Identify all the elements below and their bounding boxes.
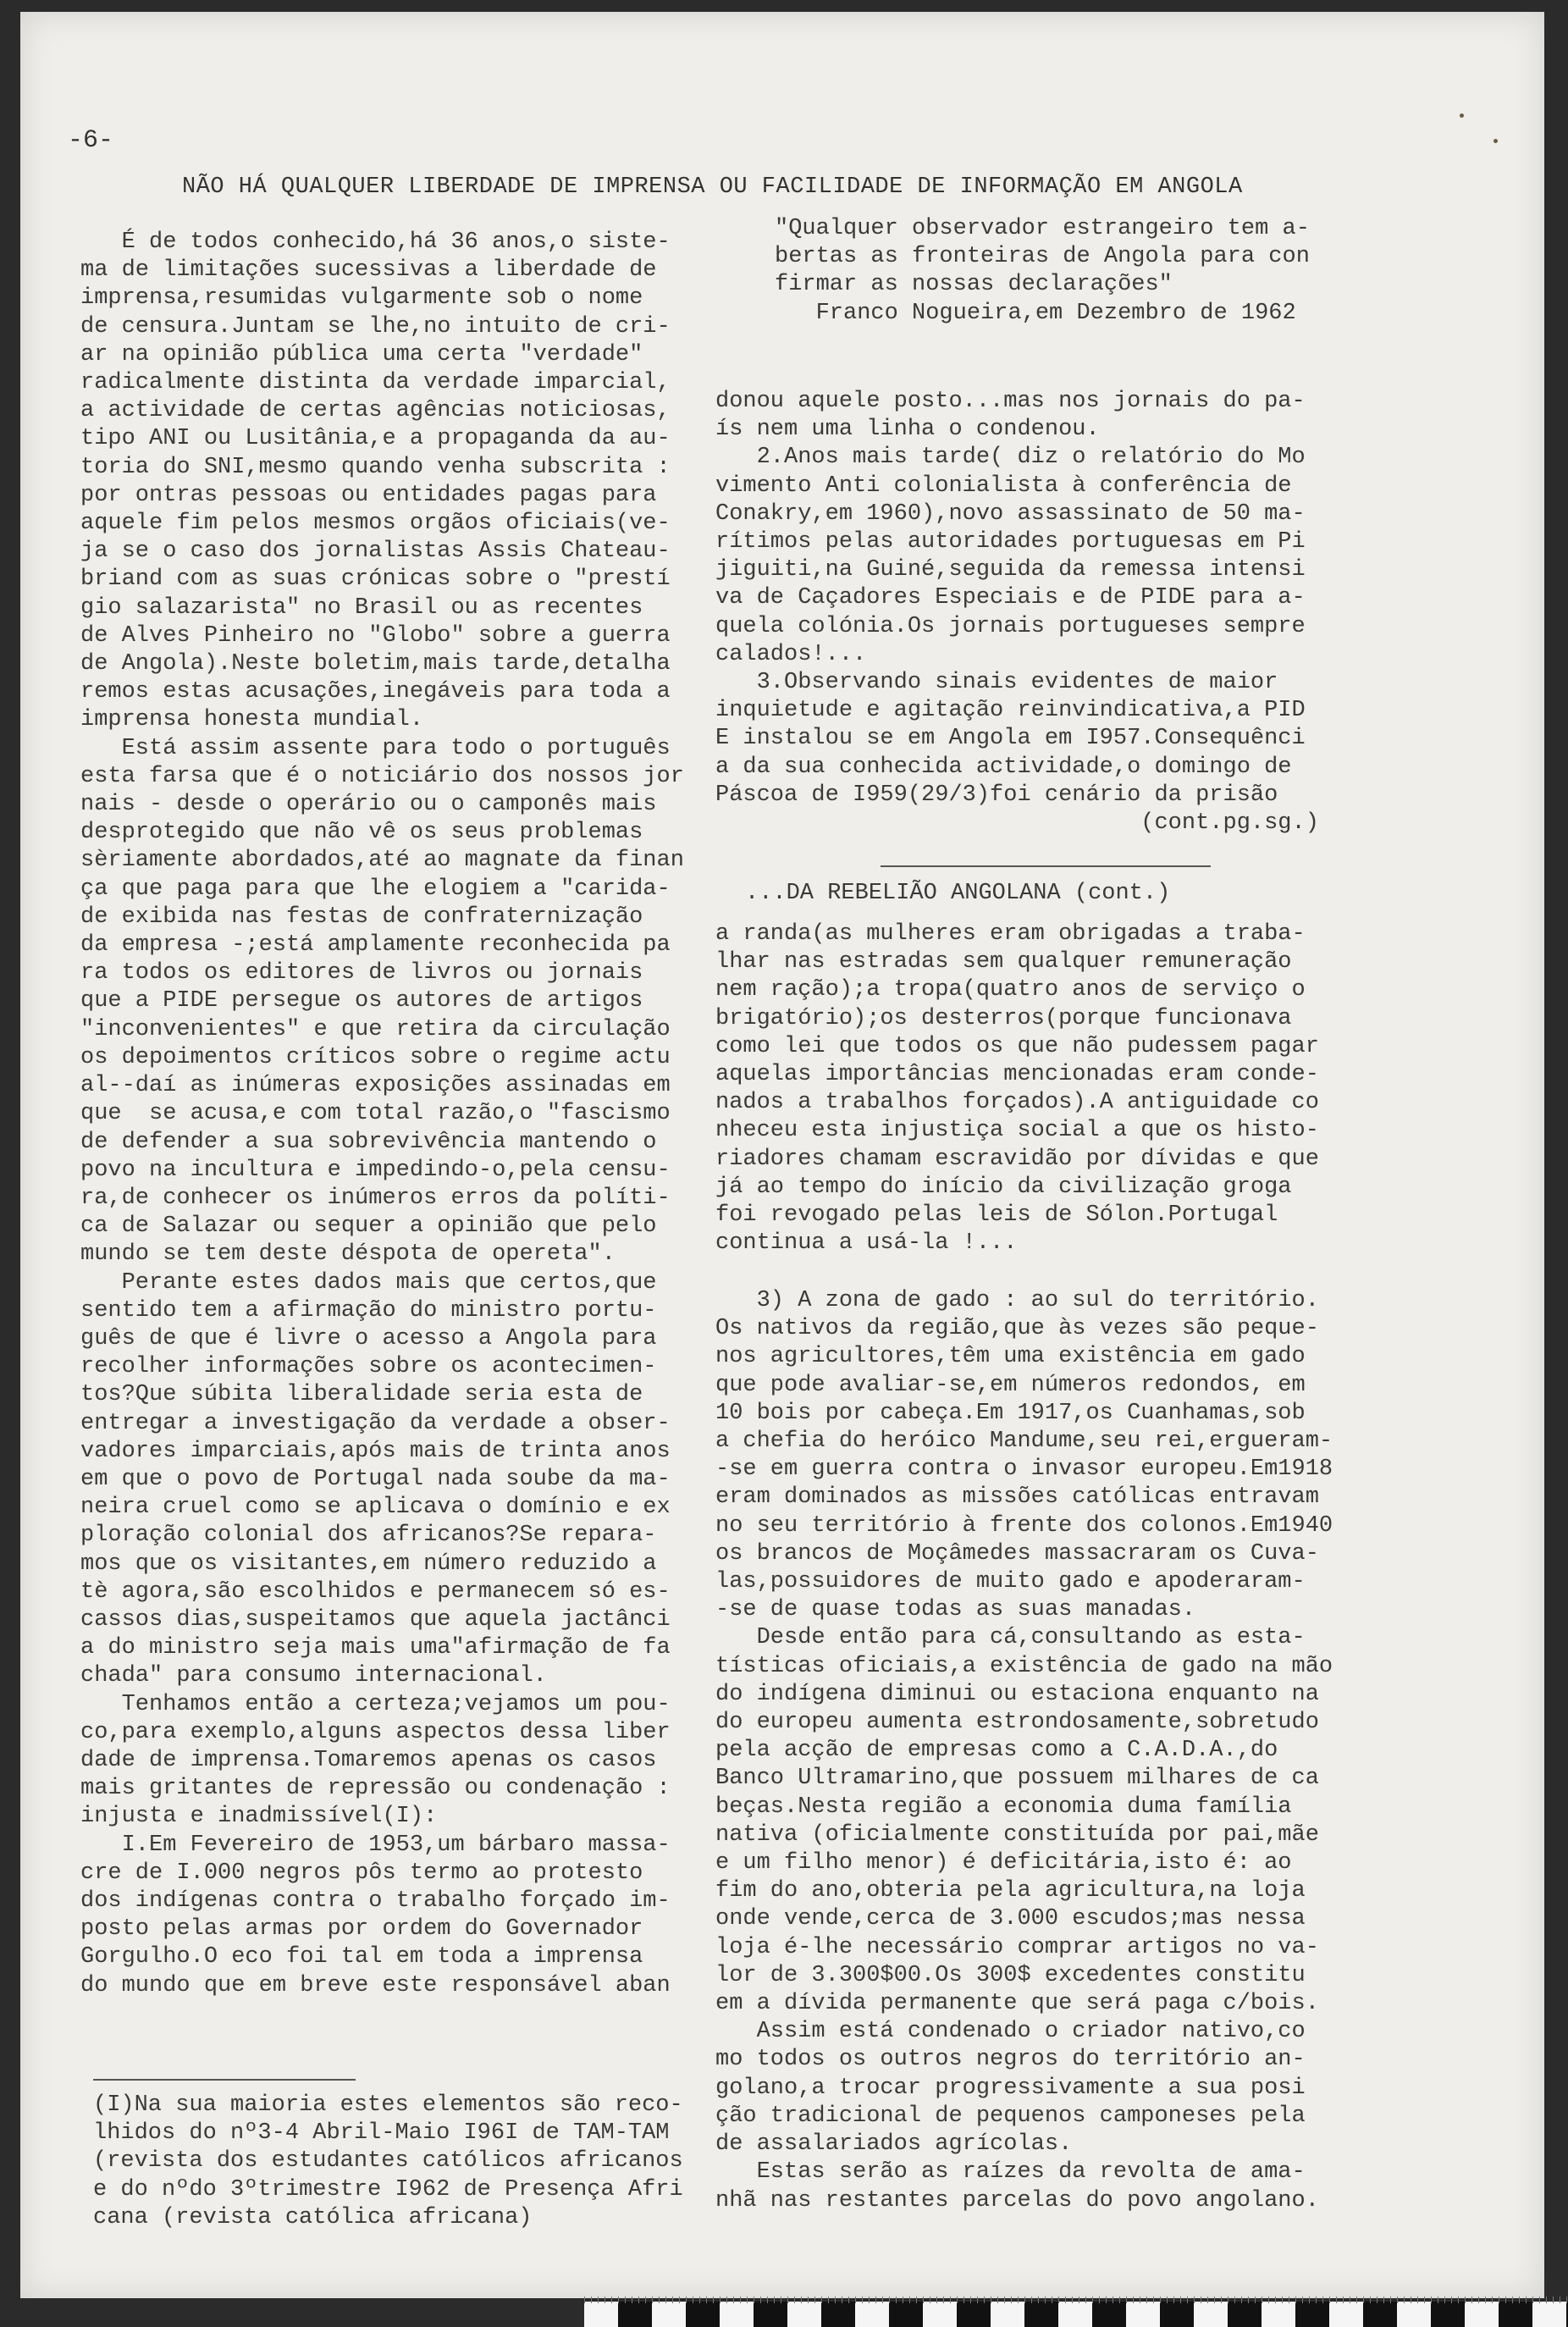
footnote: (I)Na sua maioria estes elementos são reco- lhidos do nº3-4 Abril-Maio I96I de TAM-TAM (revista dos estudantes católicos africanos e do nºdo 3ºtrimestre I962 de Presença Afri cana (revista católica africana) [93,2092,683,2230]
paper-speck [1460,113,1464,118]
section-heading: ...DA REBELIÃO ANGOLANA (cont.) [745,881,1171,906]
scale-ruler [584,2302,1568,2327]
page-number: -6- [68,126,114,155]
right-column-cattle-section: 3) A zona de gado : ao sul do território. Os nativos da região,que às vezes são peque- nos agricultores,têm uma existência em gado que pode avaliar-se,em números redondos, em 10 bois por cabeça.Em 1917,os Cuanhamas,sob a chefia do heróico Mandume,seu rei,ergueram- -se em guerra contra o invasor europeu.Em1918 eram dominados as missões católicas entravam no seu território à frente dos colonos.Em1940 os brancos de Moçâmedes massacraram os Cuva- las,possuidores de muito gado e apoderaram- -se de quase todas as suas manadas. Desde então para cá,consultando as esta- tísticas oficiais,a existência de gado na mão do indígena diminui ou estaciona enquanto na do europeu aumenta estrondosamente,sobretudo pela acção de empresas como a C.A.D.A.,do Banco Ultramarino,que possuem milhares de ca beças.Nesta região a economia duma família nativa (oficialmente constituída por pai,mãe e um filho menor) é deficitária,isto é: ao fim do ano,obteria pela agricultura,na loja onde vende,cerca de 3.000 escudos;mas nessa loja é-lhe necessário comprar artigos no va- lor de 3.300$00.Os 300$ excedentes constitu em a dívida permanente que será paga c/bois. Assim está condenado o criador nativo,co mo todos os outros negros do território an- golano,a trocar progressivamente a sua posi ção tradicional de pequenos camponeses pela de assalariados agrícolas. Estas serão as raízes da revolta de ama- nhã nas restantes parcelas do povo angolano. [715,1288,1333,2214]
right-column-text: donou aquele posto...mas nos jornais do pa- ís nem uma linha o condenou. 2.Anos mais tarde( diz o relatório do Mo vimento Anti colonialista à conferência de Conakry,em 1960),novo assassinato de 50 ma- rítimos pelas autoridades portuguesas em Pi jiguiti,na Guiné,seguida da remessa intensi va de Caçadores Especiais e de PIDE para a- quela colónia.Os jornais portugueses sempre calados!... 3.Observando sinais evidentes de maior inquietude e agitação reinvindicativa,a PID E instalou se em Angola em I957.Consequênci a da sua conhecida actividade,o domingo de Páscoa de I959(29/3)foi cenário da prisão (cont.pg.sg.) [715,389,1319,837]
section-divider [881,865,1211,867]
footnote-divider [93,2079,356,2081]
epigraph-quote: "Qualquer observador estrangeiro tem a- bertas as fronteiras de Angola para con firmar as nossas declarações" Franco Nogueira,em Dezembro de 1962 [775,216,1310,326]
right-column-continuation: a randa(as mulheres eram obrigadas a traba- lhar nas estradas sem qualquer remuneração nem ração);a tropa(quatro anos de serviço o brigatório);os desterros(porque funcionava como lei que todos os que não pudessem pagar aquelas importâncias mencionadas eram conde- nados a trabalhos forçados).A antiguidade co nheceu esta injustiça social a que os histo- riadores chamam escravidão por dívidas e que já ao tempo do início da civilização groga foi revogado pelas leis de Sólon.Portugal continua a usá-la !... [715,921,1319,1257]
left-column-text: É de todos conhecido,há 36 anos,o siste- ma de limitações sucessivas a liberdade de imprensa,resumidas vulgarmente sob o nome de censura.Juntam se lhe,no intuito de cri- ar na opinião pública uma certa "verdade" radicalmente distinta da verdade imparcial, a actividade de certas agências noticiosas, tipo ANI ou Lusitânia,e a propaganda da au- toria do SNI,mesmo quando venha subscrita : por ontras pessoas ou entidades pagas para aquele fim pelos mesmos orgãos oficiais(ve- ja se o caso dos jornalistas Assis Chateau- briand com as suas crónicas sobre o "prestí gio salazarista" no Brasil ou as recentes de Alves Pinheiro no "Globo" sobre a guerra de Angola).Neste boletim,mais tarde,detalha remos estas acusações,inegáveis para toda a imprensa honesta mundial. Está assim assente para todo o português esta farsa que é o noticiário dos nossos jor nais - desde o operário ou o camponês mais desprotegido que não vê os seus problemas sèriamente abordados,até ao magnate da finan ça que paga para que lhe elogiem a "carida- de exibida nas festas de confraternização da empresa -;está amplamente reconhecida pa ra todos os editores de livros ou jornais que a PIDE persegue os autores de artigos "inconvenientes" e que retira da circulação os depoimentos críticos sobre o regime actu al--daí as inúmeras exposições assinadas em que se acusa,e com total razão,o "fascismo de defender a sua sobrevivência mantendo o povo na incultura e impedindo-o,pela censu- ra,de conhecer os inúmeros erros da políti- ca de Salazar ou sequer a opinião que pelo mundo se tem deste déspota de opereta". Perante estes dados mais que certos,que sentido tem a afirmação do ministro portu- guês de que é livre o acesso a Angola para recolher informações sobre os acontecimen- tos?Que súbita liberalidade seria esta de entregar a investigação da verdade a obser- vadores imparciais,após mais de trinta anos em que o povo de Portugal nada soube da ma- neira cruel como se aplicava o domínio e ex ploração colonial dos africanos?Se repara- mos que os visitantes,em número reduzido a tè agora,são escolhidos e permanecem só es- cassos dias,suspeitamos que aquela jactânci a do ministro seja mais uma"afirmação de fa chada" para consumo internacional. Tenhamos então a certeza;vejamos um pou- co,para exemplo,alguns aspectos dessa liber dade de imprensa.Tomaremos apenas os casos mais gritantes de repressão ou condenação : injusta e inadmissível(I): I.Em Fevereiro de 1953,um bárbaro massa- cre de I.000 negros pôs termo ao protesto dos indígenas contra o trabalho forçado im- posto pelas armas por ordem do Governador Gorgulho.O eco foi tal em toda a imprensa do mundo que em breve este responsável aban [80,229,684,1998]
scale-ruler-ticks [584,2297,1568,2303]
paper-speck [1493,139,1498,143]
page-title: NÃO HÁ QUALQUER LIBERDADE DE IMPRENSA OU FACILIDADE DE INFORMAÇÃO EM ANGOLA [182,174,1243,200]
